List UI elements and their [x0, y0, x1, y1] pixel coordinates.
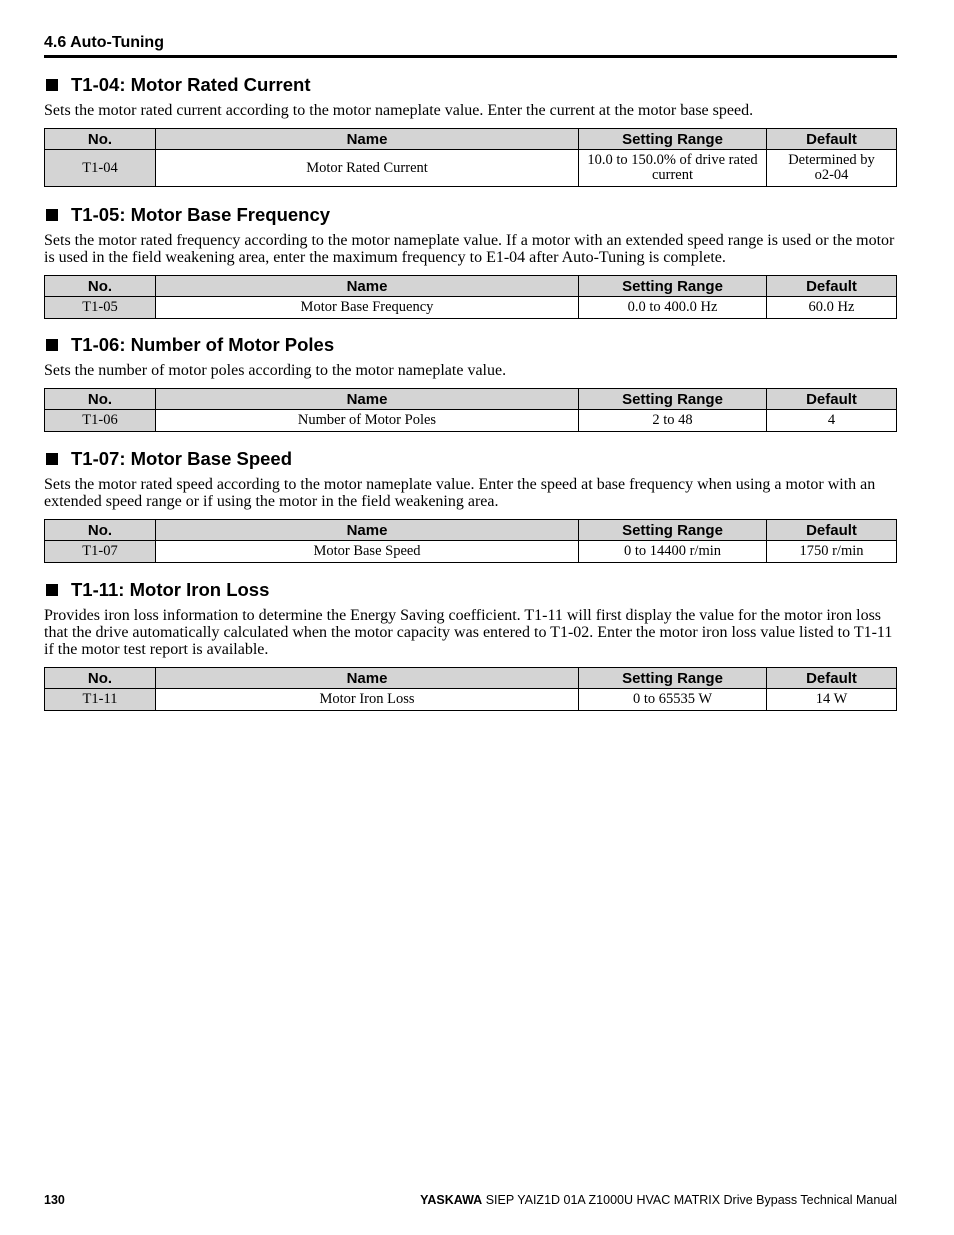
section-description: Sets the motor rated speed according to the motor nameplate value. Enter the speed at base frequency when using a motor with an extended speed range or if using the motor in the field weakening area.: [44, 476, 876, 510]
square-bullet-icon: [46, 339, 58, 351]
header-name: Name: [156, 668, 579, 689]
cell-no: T1-07: [45, 541, 156, 563]
section-title: [44, 204, 897, 226]
parameter-table: [44, 275, 897, 319]
section-title: [44, 334, 897, 356]
header-range: Setting Range: [579, 668, 767, 689]
header-no: No.: [45, 276, 156, 297]
cell-range: 0.0 to 400.0 Hz: [579, 297, 767, 319]
section-description: Provides iron loss information to determine the Energy Saving coefficient. T1-11 will first display the value for the motor iron loss that the drive automatically calculated when the motor capacity was entered to T1-02. Enter the motor iron loss value listed to T1-11 if the motor test report is available.: [44, 607, 893, 658]
section-title-text: T1-06: Number of Motor Poles: [71, 334, 335, 355]
table-header-row: [45, 389, 897, 410]
square-bullet-icon: [46, 209, 58, 221]
cell-name: Motor Base Speed: [156, 541, 579, 563]
section-label: 4.6 Auto-Tuning: [44, 34, 164, 51]
header-name: Name: [156, 389, 579, 410]
section-title: [44, 74, 897, 96]
brand-name: YASKAWA: [420, 1193, 483, 1207]
cell-default: 1750 r/min: [767, 541, 897, 563]
square-bullet-icon: [46, 79, 58, 91]
parameter-section-t1-07: [44, 448, 897, 563]
cell-name: Motor Iron Loss: [156, 689, 579, 711]
cell-no: T1-06: [45, 410, 156, 432]
parameter-table: [44, 388, 897, 432]
parameter-section-t1-04: [44, 74, 897, 187]
section-title-text: T1-05: Motor Base Frequency: [71, 204, 331, 225]
cell-default: 14 W: [767, 689, 897, 711]
header-name: Name: [156, 520, 579, 541]
header-range: Setting Range: [579, 129, 767, 150]
header-default: Default: [767, 668, 897, 689]
cell-default: 4: [767, 410, 897, 432]
section-description: Sets the motor rated current according to the motor nameplate value. Enter the current at the motor base speed.: [44, 102, 754, 119]
header-default: Default: [767, 276, 897, 297]
header-default: Default: [767, 389, 897, 410]
table-header-row: [45, 668, 897, 689]
table-header-row: [45, 520, 897, 541]
page-number: 130: [44, 1193, 65, 1207]
section-title: [44, 448, 897, 470]
table-header-row: [45, 129, 897, 150]
header-no: No.: [45, 129, 156, 150]
header-default: Default: [767, 129, 897, 150]
cell-no: T1-04: [45, 150, 156, 187]
page-footer: [44, 1193, 897, 1211]
cell-no: T1-05: [45, 297, 156, 319]
section-description: Sets the number of motor poles according to the motor nameplate value.: [44, 362, 507, 379]
section-description: Sets the motor rated frequency according to the motor nameplate value. If a motor with an extended speed range is used or the motor is used in the field weakening area, enter the maximum frequency to E1-04 after Auto-Tuning is complete.: [44, 232, 895, 266]
cell-range: 0 to 65535 W: [579, 689, 767, 711]
header-no: No.: [45, 520, 156, 541]
header-range: Setting Range: [579, 276, 767, 297]
parameter-section-t1-11: [44, 579, 897, 711]
cell-name: Motor Rated Current: [156, 150, 579, 187]
table-row: [45, 150, 897, 187]
parameter-section-t1-06: [44, 334, 897, 432]
cell-no: T1-11: [45, 689, 156, 711]
table-row: [45, 541, 897, 563]
section-title-text: T1-11: Motor Iron Loss: [71, 579, 270, 600]
header-no: No.: [45, 668, 156, 689]
cell-range: 10.0 to 150.0% of drive rated current: [579, 150, 767, 187]
parameter-table: [44, 128, 897, 187]
cell-range: 2 to 48: [579, 410, 767, 432]
header-range: Setting Range: [579, 389, 767, 410]
manual-title: [420, 1193, 897, 1207]
manual-title-text: SIEP YAIZ1D 01A Z1000U HVAC MATRIX Drive Bypass Technical Manual: [485, 1193, 897, 1207]
square-bullet-icon: [46, 453, 58, 465]
parameter-table: [44, 519, 897, 563]
section-title: [44, 579, 897, 601]
cell-range: 0 to 14400 r/min: [579, 541, 767, 563]
cell-default: Determined by o2-04: [767, 150, 897, 187]
square-bullet-icon: [46, 584, 58, 596]
header-name: Name: [156, 276, 579, 297]
table-row: [45, 689, 897, 711]
header-name: Name: [156, 129, 579, 150]
cell-name: Motor Base Frequency: [156, 297, 579, 319]
cell-default: 60.0 Hz: [767, 297, 897, 319]
header-range: Setting Range: [579, 520, 767, 541]
parameter-section-t1-05: [44, 204, 897, 319]
parameter-table: [44, 667, 897, 711]
section-title-text: T1-07: Motor Base Speed: [71, 448, 293, 469]
table-row: [45, 410, 897, 432]
cell-name: Number of Motor Poles: [156, 410, 579, 432]
section-title-text: T1-04: Motor Rated Current: [71, 74, 311, 95]
header-rule: [44, 55, 897, 58]
page-header: [44, 34, 897, 58]
header-no: No.: [45, 389, 156, 410]
table-header-row: [45, 276, 897, 297]
table-row: [45, 297, 897, 319]
header-default: Default: [767, 520, 897, 541]
